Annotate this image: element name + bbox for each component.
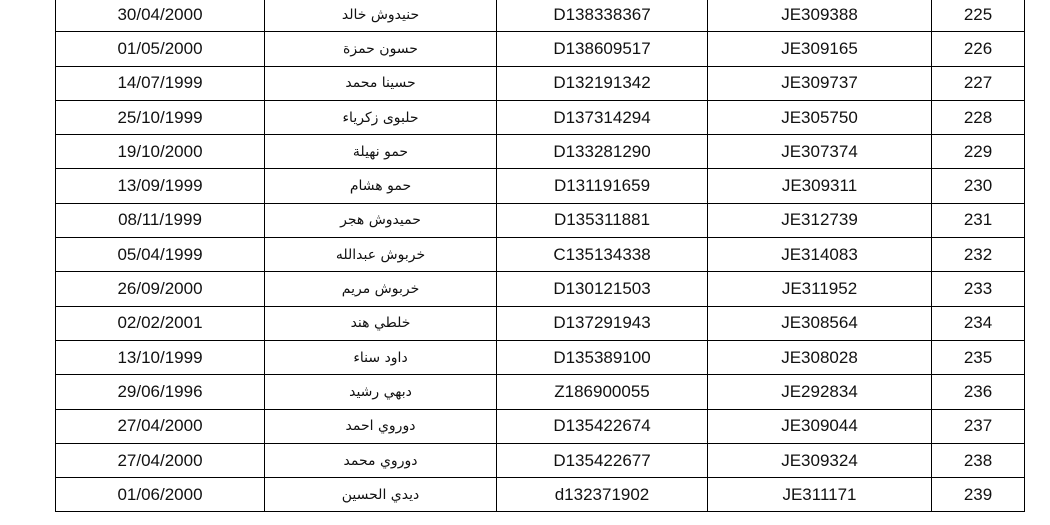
table-row (56, 409, 1025, 443)
student-name-cell: دبهي رشيد (265, 375, 497, 409)
student-name-cell: دوروي محمد (265, 443, 497, 477)
row-number-cell: 225 (932, 0, 1025, 32)
student-list-table (55, 0, 1025, 512)
row-number-cell: 235 (932, 340, 1025, 374)
birth-date-cell: 01/06/2000 (56, 478, 265, 512)
birth-date-cell: 02/02/2001 (56, 306, 265, 340)
student-code-cell: JE311171 (708, 478, 932, 512)
row-number-cell: 227 (932, 66, 1025, 100)
cne-cell: D132191342 (497, 66, 708, 100)
table-row (56, 66, 1025, 100)
student-code-cell: JE309324 (708, 443, 932, 477)
table-row (56, 478, 1025, 512)
row-number-cell: 229 (932, 135, 1025, 169)
birth-date-cell: 13/10/1999 (56, 340, 265, 374)
cne-cell: D137314294 (497, 100, 708, 134)
row-number-cell: 226 (932, 32, 1025, 66)
student-code-cell: JE309044 (708, 409, 932, 443)
birth-date-cell: 27/04/2000 (56, 409, 265, 443)
row-number-cell: 231 (932, 203, 1025, 237)
cne-cell: D138338367 (497, 0, 708, 32)
student-code-cell: JE311952 (708, 272, 932, 306)
row-number-cell: 233 (932, 272, 1025, 306)
cne-cell: D135422677 (497, 443, 708, 477)
student-name-cell: حمو هشام (265, 169, 497, 203)
student-code-cell: JE312739 (708, 203, 932, 237)
birth-date-cell: 19/10/2000 (56, 135, 265, 169)
student-code-cell: JE305750 (708, 100, 932, 134)
table-row (56, 32, 1025, 66)
table-row (56, 0, 1025, 32)
birth-date-cell: 08/11/1999 (56, 203, 265, 237)
cne-cell: D130121503 (497, 272, 708, 306)
table-row (56, 375, 1025, 409)
cne-cell: C135134338 (497, 238, 708, 272)
cne-cell: Z186900055 (497, 375, 708, 409)
cne-cell: D135422674 (497, 409, 708, 443)
student-name-cell: حنيدوش خالد (265, 0, 497, 32)
student-code-cell: JE309165 (708, 32, 932, 66)
student-name-cell: حمو نهيلة (265, 135, 497, 169)
student-code-cell: JE314083 (708, 238, 932, 272)
student-code-cell: JE308028 (708, 340, 932, 374)
table-row (56, 306, 1025, 340)
student-name-cell: دوروي احمد (265, 409, 497, 443)
table-row (56, 203, 1025, 237)
table-row (56, 238, 1025, 272)
cne-cell: D135311881 (497, 203, 708, 237)
student-name-cell: حلبوى زكرياء (265, 100, 497, 134)
student-name-cell: داود سناء (265, 340, 497, 374)
row-number-cell: 239 (932, 478, 1025, 512)
row-number-cell: 234 (932, 306, 1025, 340)
row-number-cell: 237 (932, 409, 1025, 443)
student-name-cell: خربوش عبدالله (265, 238, 497, 272)
birth-date-cell: 26/09/2000 (56, 272, 265, 306)
cne-cell: d132371902 (497, 478, 708, 512)
student-code-cell: JE308564 (708, 306, 932, 340)
birth-date-cell: 14/07/1999 (56, 66, 265, 100)
student-code-cell: JE307374 (708, 135, 932, 169)
student-name-cell: حسينا محمد (265, 66, 497, 100)
student-name-cell: خلطي هند (265, 306, 497, 340)
birth-date-cell: 25/10/1999 (56, 100, 265, 134)
table-row (56, 272, 1025, 306)
birth-date-cell: 30/04/2000 (56, 0, 265, 32)
student-code-cell: JE309388 (708, 0, 932, 32)
student-name-cell: حميدوش هجر (265, 203, 497, 237)
student-code-cell: JE309737 (708, 66, 932, 100)
student-name-cell: حسون حمزة (265, 32, 497, 66)
birth-date-cell: 29/06/1996 (56, 375, 265, 409)
row-number-cell: 236 (932, 375, 1025, 409)
student-code-cell: JE309311 (708, 169, 932, 203)
student-list-body (56, 0, 1025, 512)
student-name-cell: خربوش مريم (265, 272, 497, 306)
table-row (56, 340, 1025, 374)
row-number-cell: 228 (932, 100, 1025, 134)
birth-date-cell: 05/04/1999 (56, 238, 265, 272)
birth-date-cell: 01/05/2000 (56, 32, 265, 66)
cne-cell: D137291943 (497, 306, 708, 340)
cne-cell: D131191659 (497, 169, 708, 203)
table-row (56, 135, 1025, 169)
birth-date-cell: 27/04/2000 (56, 443, 265, 477)
row-number-cell: 232 (932, 238, 1025, 272)
row-number-cell: 230 (932, 169, 1025, 203)
cne-cell: D138609517 (497, 32, 708, 66)
student-code-cell: JE292834 (708, 375, 932, 409)
student-name-cell: ديدي الحسين (265, 478, 497, 512)
birth-date-cell: 13/09/1999 (56, 169, 265, 203)
cne-cell: D135389100 (497, 340, 708, 374)
row-number-cell: 238 (932, 443, 1025, 477)
table-row (56, 443, 1025, 477)
cne-cell: D133281290 (497, 135, 708, 169)
table-row (56, 100, 1025, 134)
table-row (56, 169, 1025, 203)
